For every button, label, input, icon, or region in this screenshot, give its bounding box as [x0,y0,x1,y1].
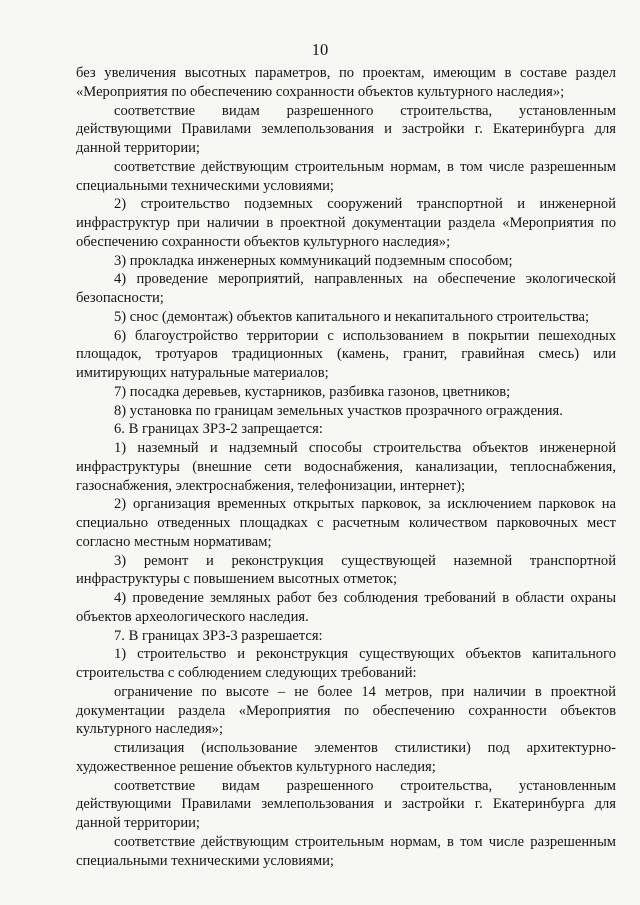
paragraph-10: 8) установка по границам земельных участков прозрачного ограждения. [114,402,563,419]
paragraph-6: 4) проведение мероприятий, направленных на обеспечение экологической безопасности; [76,271,616,306]
paragraph-3: соответствие действующим строительным нормам, в том числе разрешенным специальными техническими условиями; [76,158,616,194]
paragraph-13: 2) организация временных открытых парковок, за исключением парковок на специально отведенных площадках с расчетным количеством парковочных мест согласно местным нормативам; [76,496,616,550]
paragraph-17: 1) строительство и реконструкция существующих объектов капитального строительства с соблюдением следующих требований: [76,646,616,681]
paragraph-14: 3) ремонт и реконструкция существующей наземной транспортной инфраструктуры с повышением высотных отметок; [76,552,616,588]
paragraph-8: 6) благоустройство территории с использованием в покрытии пешеходных площадок, тротуаров традиционных (камень, гранит, гравийная смесь) или имитирующих натуральные материалов; [76,327,616,381]
paragraph-5: 3) прокладка инженерных коммуникаций подземным способом; [114,252,513,269]
paragraph-21: соответствие действующим строительным нормам, в том числе разрешенным специальными техническими условиями; [76,833,616,869]
paragraph-1: без увеличения высотных параметров, по проектам, имеющим в составе раздел «Мероприятия по обеспечению сохранности объектов культурного наследия»; [76,65,616,100]
paragraph-9: 7) посадка деревьев, кустарников, разбивка газонов, цветников; [114,383,511,400]
paragraph-15: 4) проведение земляных работ без соблюдения требований в области охраны объектов археологического наследия. [76,590,616,625]
paragraph-4: 2) строительство подземных сооружений транспортной и инженерной инфраструктур при наличии в проектной документации раздела «Мероприятия по обеспечению сохранности объектов культурного наследия»; [76,196,616,250]
paragraph-19: стилизация (использование элементов стилистики) под архитектурно-художественное решение объектов культурного наследия; [76,740,616,775]
paragraph-12: 1) наземный и надземный способы строительства объектов инженерной инфраструктуры (внешние сети водоснабжения, канализации, теплоснабжения, газоснабжения, электроснабжения, телефонизации, интернет); [76,440,616,494]
paragraph-2: соответствие видам разрешенного строительства, установленным действующими Правилами землепользования и застройки г. Екатеринбурга для данной территории; [76,102,616,156]
page-number: 10 [311,40,329,59]
paragraph-20: соответствие видам разрешенного строительства, установленным действующими Правилами землепользования и застройки г. Екатеринбурга для данной территории; [76,777,616,831]
paragraph-16: 7. В границах ЗРЗ-3 разрешается: [114,627,323,644]
paragraph-18: ограничение по высоте – не более 14 метров, при наличии в проектной документации раздела «Мероприятия по обеспечению сохранности объектов культурного наследия»; [76,683,616,738]
paragraph-11: 6. В границах ЗРЗ-2 запрещается: [114,421,323,438]
document-body [76,64,616,870]
paragraph-7: 5) снос (демонтаж) объектов капитального и некапитального строительства; [114,308,590,325]
